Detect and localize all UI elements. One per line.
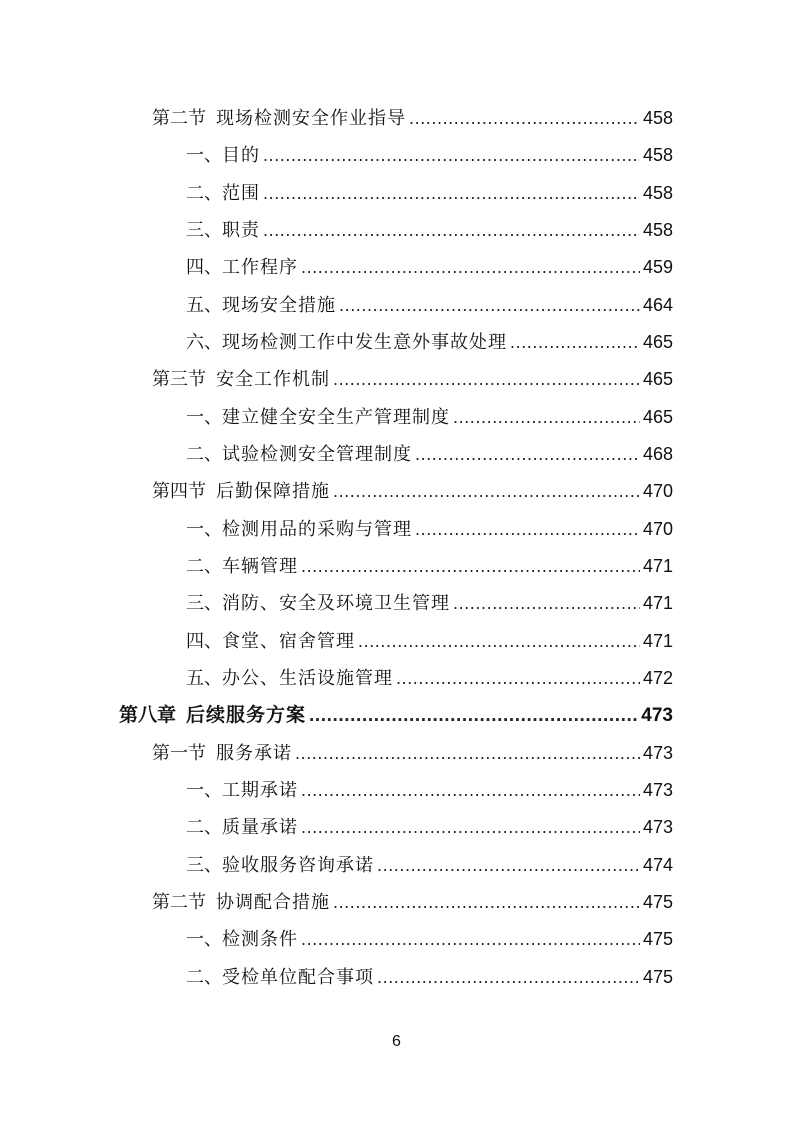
toc-entry-page: 471	[642, 593, 673, 613]
dot-leader	[339, 290, 640, 320]
toc-entry-page: 471	[642, 556, 673, 576]
toc-entry[interactable]	[152, 476, 673, 506]
dot-leader	[453, 402, 640, 432]
toc-entry-title: 质量承诺	[222, 817, 298, 838]
toc-entry-title: 工作程序	[222, 257, 298, 278]
toc-entry-page: 465	[642, 407, 673, 427]
toc-entry-prefix: 第三节	[152, 369, 206, 390]
dot-leader	[415, 514, 640, 544]
dot-leader	[263, 215, 640, 245]
toc-entry-prefix: 五、	[186, 295, 222, 316]
toc-entry-prefix: 第八章	[119, 704, 177, 726]
toc-entry-title: 检测用品的采购与管理	[222, 519, 412, 540]
toc-entry[interactable]	[186, 850, 673, 880]
toc-entry[interactable]	[186, 140, 673, 170]
dot-leader	[295, 738, 640, 768]
toc-entry-page: 473	[642, 817, 673, 837]
toc-entry-page: 458	[642, 183, 673, 203]
toc-entry-prefix: 一、	[186, 929, 222, 950]
dot-leader	[263, 140, 640, 170]
toc-entry-page: 468	[642, 444, 673, 464]
toc-entry-title: 目的	[222, 145, 260, 166]
toc-entry[interactable]	[152, 887, 673, 917]
toc-entry[interactable]	[186, 626, 673, 656]
toc-entry[interactable]	[186, 215, 673, 245]
toc-entry[interactable]	[152, 364, 673, 394]
dot-leader	[333, 476, 640, 506]
toc-entry-prefix: 一、	[186, 407, 222, 428]
toc-entry[interactable]	[152, 738, 673, 768]
toc-entry-prefix: 三、	[186, 220, 222, 241]
toc-entry-prefix: 二、	[186, 817, 222, 838]
toc-entry-title: 受检单位配合事项	[222, 967, 374, 988]
toc-entry[interactable]	[186, 924, 673, 954]
toc-entry-page: 475	[642, 892, 673, 912]
dot-leader	[263, 178, 640, 208]
toc-entry-title: 范围	[222, 183, 260, 204]
toc-entry-prefix: 三、	[186, 593, 222, 614]
toc-entry-title: 消防、安全及环境卫生管理	[222, 593, 450, 614]
dot-leader	[301, 924, 640, 954]
toc-entry-title: 安全工作机制	[216, 369, 330, 390]
toc-entry[interactable]	[186, 327, 673, 357]
toc-entry-title: 现场检测安全作业指导	[216, 108, 406, 129]
toc-entry[interactable]	[186, 663, 673, 693]
toc-entry[interactable]	[186, 775, 673, 805]
toc-entry-prefix: 二、	[186, 967, 222, 988]
dot-leader	[510, 327, 640, 357]
toc-entry-page: 465	[642, 369, 673, 389]
toc-entry-title: 协调配合措施	[216, 892, 330, 913]
toc-entry-prefix: 一、	[186, 519, 222, 540]
dot-leader	[333, 364, 640, 394]
dot-leader	[377, 850, 640, 880]
toc-entry[interactable]	[186, 178, 673, 208]
dot-leader	[333, 887, 640, 917]
toc-entry-page: 475	[642, 967, 673, 987]
toc-entry-title: 试验检测安全管理制度	[222, 444, 412, 465]
toc-entry-page: 458	[642, 145, 673, 165]
toc-entry-title: 检测条件	[222, 929, 298, 950]
toc-entry-page: 472	[642, 668, 673, 688]
toc-entry[interactable]	[152, 103, 673, 133]
dot-leader	[377, 962, 640, 992]
toc-entry[interactable]	[186, 588, 673, 618]
toc-entry-title: 现场检测工作中发生意外事故处理	[222, 332, 507, 353]
toc-entry[interactable]	[186, 439, 673, 469]
toc-entry-title: 工期承诺	[222, 780, 298, 801]
toc-entry-page: 459	[642, 257, 673, 277]
toc-entry-prefix: 一、	[186, 780, 222, 801]
toc-entry-page: 473	[641, 705, 673, 726]
dot-leader	[309, 701, 638, 731]
toc-entry-page: 474	[642, 855, 673, 875]
toc-entry-prefix: 第一节	[152, 743, 206, 764]
toc-chapter-entry[interactable]	[119, 700, 673, 730]
toc-entry-prefix: 第二节	[152, 108, 206, 129]
toc-entry[interactable]	[186, 812, 673, 842]
toc-entry-title: 后勤保障措施	[216, 481, 330, 502]
dot-leader	[409, 103, 640, 133]
dot-leader	[453, 588, 640, 618]
dot-leader	[301, 252, 640, 282]
toc-entry-prefix: 二、	[186, 183, 222, 204]
toc-entry[interactable]	[186, 551, 673, 581]
toc-entry-prefix: 一、	[186, 145, 222, 166]
toc-entry-title: 服务承诺	[216, 743, 292, 764]
toc-entry-page: 473	[642, 780, 673, 800]
dot-leader	[415, 439, 640, 469]
dot-leader	[301, 551, 640, 581]
toc-entry-title: 办公、生活设施管理	[222, 668, 393, 689]
toc-entry-page: 473	[642, 743, 673, 763]
dot-leader	[301, 775, 640, 805]
dot-leader	[358, 626, 640, 656]
toc-entry-page: 464	[642, 295, 673, 315]
toc-entry-page: 470	[642, 481, 673, 501]
toc-entry-title: 食堂、宿舍管理	[222, 631, 355, 652]
toc-entry-prefix: 四、	[186, 257, 222, 278]
toc-entry-prefix: 二、	[186, 556, 222, 577]
toc-entry-title: 建立健全安全生产管理制度	[222, 407, 450, 428]
toc-entry-page: 475	[642, 929, 673, 949]
toc-entry[interactable]	[186, 514, 673, 544]
toc-entry[interactable]	[186, 962, 673, 992]
toc-entry[interactable]	[186, 252, 673, 282]
toc-entry-page: 465	[642, 332, 673, 352]
toc-entry-title: 职责	[222, 220, 260, 241]
page-number: 6	[392, 1033, 401, 1050]
toc-entry-page: 458	[642, 108, 673, 128]
toc-entry[interactable]	[186, 402, 673, 432]
toc-entry-title: 现场安全措施	[222, 295, 336, 316]
toc-entry-title: 车辆管理	[222, 556, 298, 577]
toc-entry[interactable]	[186, 290, 673, 320]
toc-entry-title: 后续服务方案	[186, 704, 307, 726]
toc-entry-prefix: 二、	[186, 444, 222, 465]
toc-entry-page: 471	[642, 631, 673, 651]
toc-entry-prefix: 第四节	[152, 481, 206, 502]
toc-entry-page: 458	[642, 220, 673, 240]
toc-entry-title: 验收服务咨询承诺	[222, 855, 374, 876]
toc-entry-prefix: 三、	[186, 855, 222, 876]
toc-entry-prefix: 六、	[186, 332, 222, 353]
dot-leader	[301, 812, 640, 842]
dot-leader	[396, 663, 640, 693]
toc-entry-prefix: 第二节	[152, 892, 206, 913]
toc-entry-prefix: 五、	[186, 668, 222, 689]
toc-entry-page: 470	[642, 519, 673, 539]
toc-entry-prefix: 四、	[186, 631, 222, 652]
